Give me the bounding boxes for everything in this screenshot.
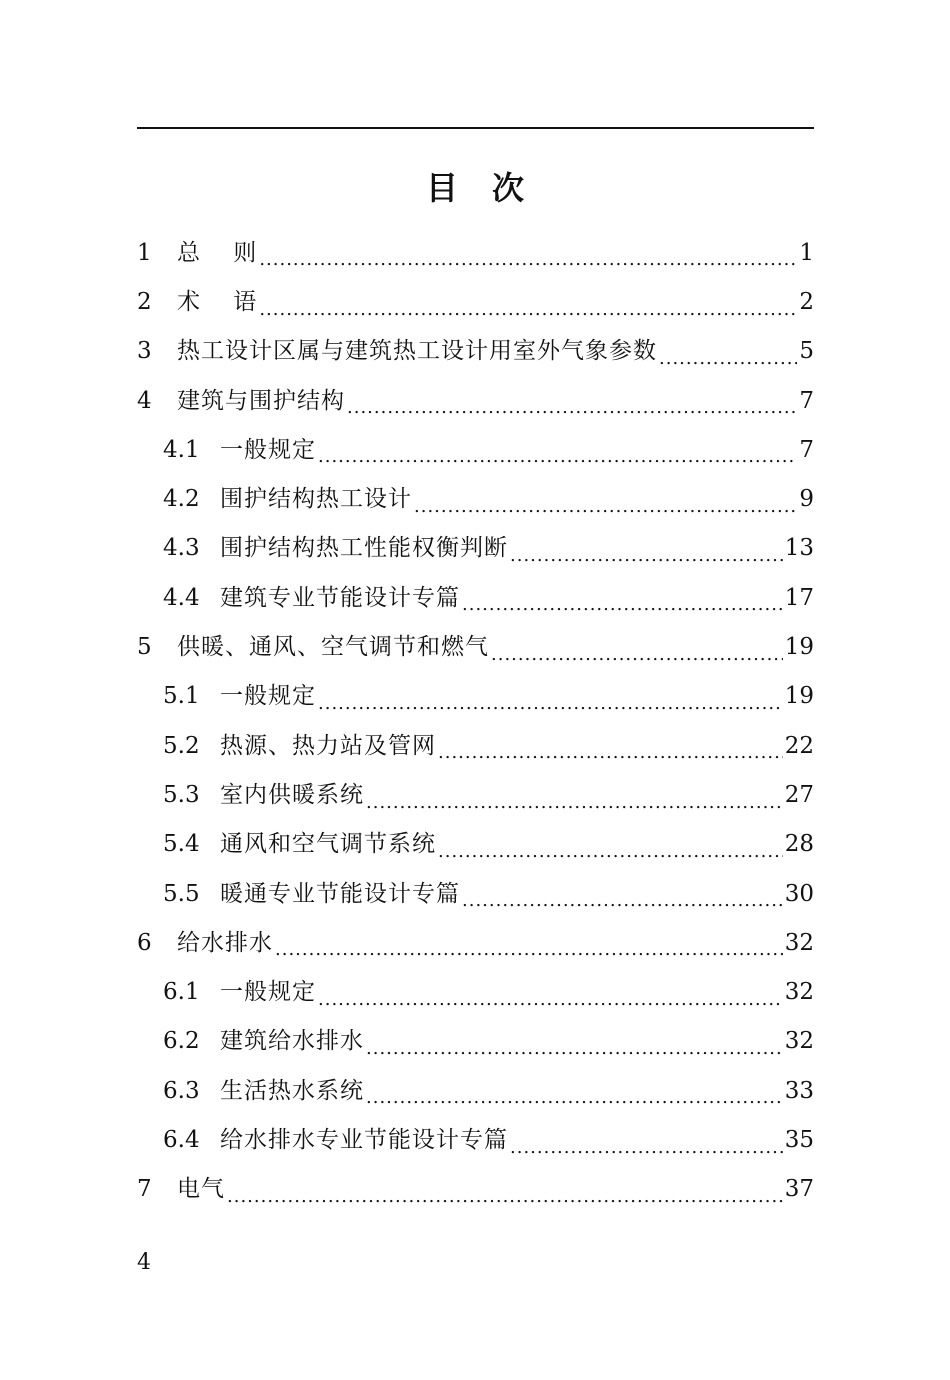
toc-entry-page: 13 <box>784 535 814 562</box>
toc-entry-label: 通风和空气调节系统 <box>220 831 436 858</box>
toc-entry-label: 室内供暖系统 <box>220 781 364 808</box>
toc-entry-number: 4.2 <box>163 486 200 513</box>
toc-entry[interactable] <box>137 277 814 326</box>
toc-entry-number: 5.2 <box>163 732 200 759</box>
toc-entry-number: 5.4 <box>163 831 200 858</box>
toc-leader-dots <box>462 894 783 918</box>
toc-entry-label: 电气 <box>177 1176 225 1203</box>
toc-entry-number: 5.1 <box>163 683 200 710</box>
toc-entry-label: 给水排水 <box>177 929 273 956</box>
toc-leader-dots <box>510 549 783 573</box>
toc-entry-label: 给水排水专业节能设计专篇 <box>220 1126 508 1153</box>
toc-entry-number: 1 <box>137 239 152 266</box>
toc-entry-number: 4.1 <box>163 436 200 463</box>
toc-entry-page: 5 <box>799 338 814 365</box>
toc-entry-page: 37 <box>784 1176 814 1203</box>
toc-entry-label: 围护结构热工性能权衡判断 <box>220 535 508 562</box>
toc-entry-number: 6.3 <box>163 1077 200 1104</box>
toc-leader-dots <box>318 450 797 474</box>
toc-entry-page: 7 <box>799 387 814 414</box>
toc-entry[interactable] <box>137 672 814 721</box>
toc-entry-number: 3 <box>137 338 152 365</box>
toc-entry-number: 6.4 <box>163 1126 200 1153</box>
toc-entry[interactable] <box>137 327 814 376</box>
toc-entry-label: 一般规定 <box>220 683 316 710</box>
toc-entry-label: 一般规定 <box>220 436 316 463</box>
toc-entry-number: 4.4 <box>163 584 200 611</box>
toc-entry-number: 5.5 <box>163 880 200 907</box>
toc-entry-label: 围护结构热工设计 <box>220 486 412 513</box>
toc-entry[interactable] <box>137 1017 814 1066</box>
toc-entry-page: 35 <box>784 1126 814 1153</box>
table-of-contents <box>137 228 814 1214</box>
toc-entry-number: 2 <box>137 288 152 315</box>
toc-entry-label: 总 则 <box>177 239 258 266</box>
toc-leader-dots <box>491 648 783 672</box>
toc-entry-label: 建筑与围护结构 <box>177 387 345 414</box>
toc-entry-page: 1 <box>799 239 814 266</box>
toc-leader-dots <box>366 1091 783 1115</box>
toc-entry-page: 2 <box>799 288 814 315</box>
toc-leader-dots <box>259 303 797 327</box>
page-number: 4 <box>137 1250 151 1275</box>
toc-entry-label: 热工设计区属与建筑热工设计用室外气象参数 <box>177 338 657 365</box>
toc-entry-label: 暖通专业节能设计专篇 <box>220 880 460 907</box>
toc-leader-dots <box>659 352 797 376</box>
toc-entry-page: 32 <box>784 979 814 1006</box>
toc-leader-dots <box>275 943 783 967</box>
toc-leader-dots <box>414 500 797 524</box>
toc-entry-page: 27 <box>784 781 814 808</box>
toc-entry-page: 32 <box>784 1028 814 1055</box>
toc-leader-dots <box>227 1190 783 1214</box>
toc-entry-number: 7 <box>137 1176 152 1203</box>
page-title <box>0 168 950 208</box>
toc-entry-number: 6 <box>137 929 152 956</box>
toc-leader-dots <box>462 598 783 622</box>
toc-entry[interactable] <box>137 770 814 819</box>
toc-leader-dots <box>347 401 797 425</box>
toc-entry-page: 17 <box>784 584 814 611</box>
toc-entry-page: 19 <box>784 634 814 661</box>
toc-leader-dots <box>438 845 783 869</box>
toc-leader-dots <box>318 993 783 1017</box>
toc-entry[interactable] <box>137 918 814 967</box>
toc-entry[interactable] <box>137 967 814 1016</box>
toc-entry-label: 热源、热力站及管网 <box>220 732 436 759</box>
toc-entry-label: 建筑专业节能设计专篇 <box>220 584 460 611</box>
toc-leader-dots <box>259 253 797 277</box>
toc-entry-label: 供暖、通风、空气调节和燃气 <box>177 634 489 661</box>
toc-entry[interactable] <box>137 573 814 622</box>
toc-entry-number: 5.3 <box>163 781 200 808</box>
toc-entry-number: 4.3 <box>163 535 200 562</box>
toc-entry-label: 生活热水系统 <box>220 1077 364 1104</box>
toc-entry[interactable] <box>137 820 814 869</box>
toc-leader-dots <box>438 746 783 770</box>
toc-entry[interactable] <box>137 474 814 523</box>
toc-entry-label: 建筑给水排水 <box>220 1028 364 1055</box>
header-rule <box>137 127 814 129</box>
toc-entry-page: 19 <box>784 683 814 710</box>
toc-entry[interactable] <box>137 376 814 425</box>
page-title-char-2: 次 <box>492 169 525 207</box>
toc-entry-page: 7 <box>799 436 814 463</box>
toc-entry[interactable] <box>137 425 814 474</box>
toc-entry-number: 4 <box>137 387 152 414</box>
toc-entry[interactable] <box>137 869 814 918</box>
toc-entry[interactable] <box>137 622 814 671</box>
toc-entry-number: 5 <box>137 634 152 661</box>
toc-entry-number: 6.2 <box>163 1028 200 1055</box>
toc-leader-dots <box>318 697 783 721</box>
toc-entry[interactable] <box>137 721 814 770</box>
toc-entry[interactable] <box>137 228 814 277</box>
toc-leader-dots <box>366 796 783 820</box>
toc-leader-dots <box>366 1042 783 1066</box>
toc-entry[interactable] <box>137 1066 814 1115</box>
toc-leader-dots <box>510 1141 783 1165</box>
toc-entry[interactable] <box>137 1115 814 1164</box>
toc-entry-label: 术 语 <box>177 288 258 315</box>
toc-entry-page: 22 <box>784 732 814 759</box>
toc-entry-page: 30 <box>784 880 814 907</box>
toc-entry-label: 一般规定 <box>220 979 316 1006</box>
page-title-char-1: 目 <box>425 169 458 207</box>
toc-entry-number: 6.1 <box>163 979 200 1006</box>
toc-entry-page: 33 <box>784 1077 814 1104</box>
toc-entry-page: 32 <box>784 929 814 956</box>
toc-entry-page: 9 <box>799 486 814 513</box>
toc-entry[interactable] <box>137 524 814 573</box>
toc-entry[interactable] <box>137 1165 814 1214</box>
toc-entry-page: 28 <box>784 831 814 858</box>
